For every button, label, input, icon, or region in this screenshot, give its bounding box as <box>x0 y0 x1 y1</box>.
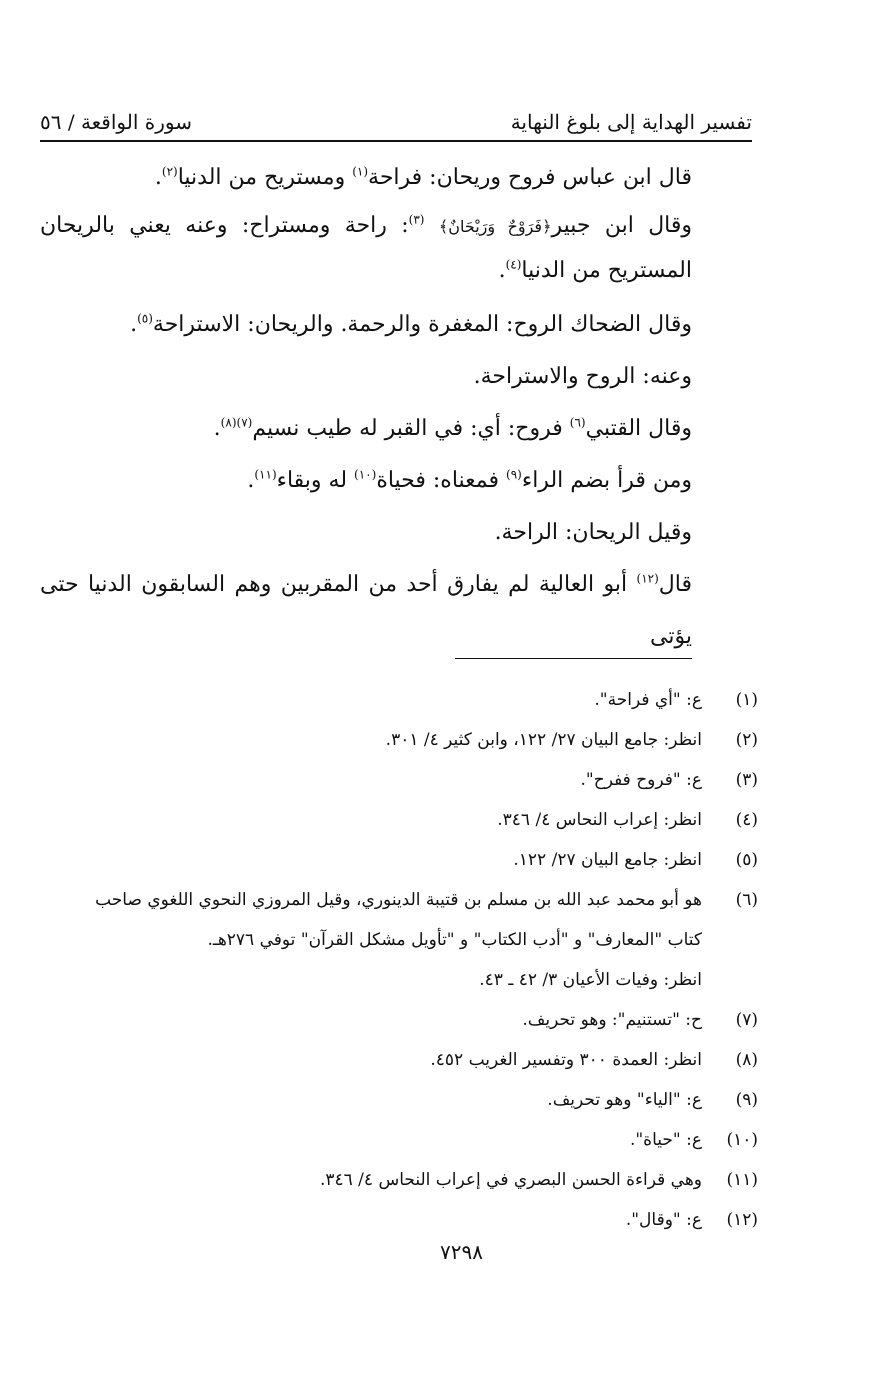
paragraph-abu-aliya: قال$^{(١٢)}$ أبو العالية لم يفارق أحد من المقربين وهم السابقون الدنيا حتى يؤتى <box>40 571 692 649</box>
footnote-line: انظر: وفيات الأعيان ٣/ ٤٢ ـ ٤٣. <box>479 970 702 990</box>
footnote-item <box>40 1080 758 1120</box>
running-header <box>40 94 752 134</box>
paragraph-ibn-jubayr: وقال ابن جبير﴿فَرَوْحٌ وَرَيْحَانٌ﴾ $^{(٣)}$: راحة ومستراح: وعنه يعني بالريحان المستريح من الدنيا$^{(٤)}$. <box>40 212 693 283</box>
footnote-number: (٨) <box>735 1050 758 1070</box>
footnote-ref-5[interactable]: (٥) <box>137 311 153 326</box>
footnote-number: (٤) <box>735 810 758 830</box>
paragraph-rayhan: وقيل الريحان: الراحة. <box>494 520 692 545</box>
footnote-item <box>40 880 758 1000</box>
surah-reference: سورة الواقعة / ٥٦ <box>40 110 192 134</box>
footnote-text: ح: "تستنيم": وهو تحريف. <box>522 1010 702 1030</box>
footnote-item <box>40 1040 758 1080</box>
footnote-text: انظر: العمدة ٣٠٠ وتفسير الغريب ٤٥٢. <box>430 1050 702 1070</box>
paragraph-qutbi: وقال القتبي$^{(٦)}$ فروح: أي: في القبر له طيب نسيم$^{(٧)(٨)}$. <box>213 415 692 441</box>
footnote-text-multiline <box>40 880 702 1000</box>
footnote-item <box>40 1200 758 1240</box>
paragraph-dahhak: وقال الضحاك الروح: المغفرة والرحمة. والريحان: الاستراحة$^{(٥)}$. <box>130 311 692 337</box>
footnote-item <box>40 680 758 720</box>
footnote-ref-10[interactable]: (١٠) <box>354 467 377 482</box>
footnote-number: (١١) <box>726 1170 758 1190</box>
main-text <box>40 152 752 663</box>
footnote-item <box>40 720 758 760</box>
footnote-number: (٦) <box>735 890 758 910</box>
footnote-number: (١٠) <box>726 1130 758 1150</box>
page-number: ٧٢٩٨ <box>440 1240 483 1264</box>
footnote-number: (١) <box>735 690 758 710</box>
footnote-ref-7-8[interactable]: (٧)(٨) <box>220 415 253 430</box>
footnote-number: (٢) <box>735 730 758 750</box>
paragraph-wa-anhu: وعنه: الروح والاستراحة. <box>473 364 692 389</box>
footnote-text: ع: "أي فراحة". <box>594 690 702 710</box>
footnote-ref-6[interactable]: (٦) <box>569 415 586 430</box>
footnote-ref-12[interactable]: (١٢) <box>636 571 659 586</box>
footnote-text: ع: "وقال". <box>625 1210 702 1230</box>
footnote-item <box>40 800 758 840</box>
footnote-item <box>40 1120 758 1160</box>
book-title: تفسير الهداية إلى بلوغ النهاية <box>510 110 752 134</box>
footnote-divider <box>455 658 692 659</box>
footnote-text: انظر: إعراب النحاس ٤/ ٣٤٦. <box>497 810 702 830</box>
footnote-item <box>40 840 758 880</box>
footnote-line: هو أبو محمد عبد الله بن مسلم بن قتيبة الدينوري، وقيل المروزي النحوي اللغوي صاحب <box>95 890 702 910</box>
paragraph-qiraah: ومن قرأ بضم الراء$^{(٩)}$ فمعناه: فحياة$^{(١٠)}$ له وبقاء$^{(١١)}$. <box>247 467 692 493</box>
footnote-ref-9[interactable]: (٩) <box>506 467 522 482</box>
quran-quote: ﴿فَرَوْحٌ وَرَيْحَانٌ﴾ <box>438 217 552 236</box>
footnote-ref-1[interactable]: (١) <box>352 164 369 179</box>
footnote-text: ع: "حياة". <box>629 1130 702 1150</box>
header-divider <box>40 140 752 142</box>
footnote-ref-11[interactable]: (١١) <box>254 467 277 482</box>
footnote-ref-3[interactable]: (٣) <box>408 212 425 227</box>
footnote-line: كتاب "المعارف" و "أدب الكتاب" و "تأويل مشكل القرآن" توفي ٢٧٦هـ. <box>207 930 702 950</box>
footnote-number: (٧) <box>735 1010 758 1030</box>
footnote-text: ع: "الياء" وهو تحريف. <box>547 1090 702 1110</box>
footnote-text: انظر: جامع البيان ٢٧/ ١٢٢. <box>513 850 702 870</box>
footnote-number: (٩) <box>735 1090 758 1110</box>
footnote-text: ع: "فروح ففرح". <box>580 770 702 790</box>
footnote-ref-2[interactable]: (٢) <box>161 164 178 179</box>
footnote-number: (٣) <box>735 770 758 790</box>
footnote-item <box>40 1160 758 1200</box>
footnote-number: (٥) <box>735 850 758 870</box>
footnote-ref-4[interactable]: (٤) <box>505 257 522 272</box>
footnote-text: وهي قراءة الحسن البصري في إعراب النحاس ٤/ ٣٤٦. <box>319 1170 702 1190</box>
paragraph-ibn-abbas: قال ابن عباس فروح وريحان: فراحة$^{(١)}$ ومستريح من الدنيا$^{(٢)}$. <box>154 164 692 190</box>
footnotes <box>40 680 758 1240</box>
footnote-item <box>40 1000 758 1040</box>
footnote-text: انظر: جامع البيان ٢٧/ ١٢٢، وابن كثير ٤/ ٣٠١. <box>385 730 702 750</box>
footnote-number: (١٢) <box>726 1210 758 1230</box>
footnote-item <box>40 760 758 800</box>
